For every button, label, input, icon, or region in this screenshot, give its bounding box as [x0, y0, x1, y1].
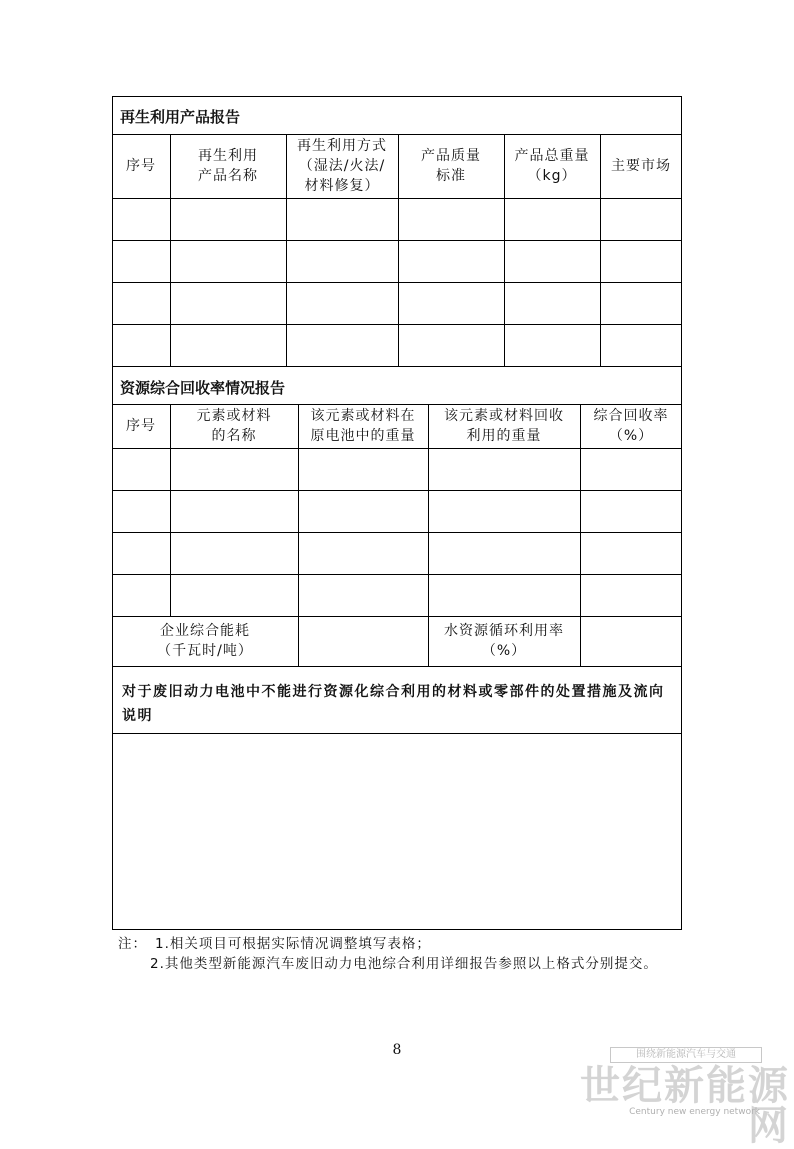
note-item-2: 2.其他类型新能源汽车废旧动力电池综合利用详细报告参照以上格式分别提交。 — [150, 956, 658, 972]
energy-consumption-label: 企业综合能耗 （千瓦时/吨） — [157, 623, 253, 659]
divider — [112, 733, 682, 734]
col-line — [170, 404, 171, 616]
note-text: 1.相关项目可根据实际情况调整填写表格； — [155, 936, 431, 952]
section-title-recycled-products: 再生利用产品报告 — [120, 108, 241, 126]
header-cell: 综合回收率 （%） — [593, 408, 669, 444]
page-number: 8 — [392, 1042, 402, 1058]
note-item-1 — [118, 934, 688, 954]
col-line — [398, 134, 399, 366]
header-cell: 序号 — [126, 418, 156, 434]
notes — [118, 934, 688, 974]
header-cell: 序号 — [126, 158, 156, 174]
col-line — [170, 134, 171, 366]
watermark-logo: 世纪新能源网 — [580, 1062, 790, 1149]
header-cell: 主要市场 — [611, 158, 671, 174]
row-line — [112, 448, 682, 449]
section-title-disposal: 对于废旧动力电池中不能进行资源化综合利用的材料或零部件的处置措施及流向说明 — [122, 684, 665, 724]
watermark-slogan: 围绕新能源汽车与交通 — [610, 1047, 762, 1063]
row-line — [112, 282, 682, 283]
watermark-subtitle: Century new energy network — [629, 1107, 760, 1117]
note-prefix: 注： — [118, 936, 147, 952]
row-line — [112, 240, 682, 241]
col-line — [286, 134, 287, 366]
header-cell: 产品质量 标准 — [421, 148, 481, 184]
row-line — [112, 666, 682, 667]
header-cell: 元素或材料 的名称 — [196, 408, 272, 444]
row-line — [112, 366, 682, 367]
col-line — [504, 134, 505, 366]
header-cell: 再生利用 产品名称 — [198, 148, 258, 184]
header-cell: 产品总重量 （kg） — [514, 148, 590, 184]
report-table — [112, 96, 682, 930]
header-cell: 该元素或材料在 原电池中的重量 — [310, 408, 416, 444]
row-line — [112, 532, 682, 533]
row-line — [112, 574, 682, 575]
section-title-recovery-rate: 资源综合回收率情况报告 — [120, 379, 286, 397]
col-line — [298, 404, 299, 666]
row-line — [112, 490, 682, 491]
water-recycling-label: 水资源循环利用率 （%） — [444, 623, 564, 659]
header-cell: 该元素或材料回收 利用的重量 — [444, 408, 564, 444]
row-line — [112, 324, 682, 325]
col-line — [600, 134, 601, 366]
header-cell: 再生利用方式 （湿法/火法/ 材料修复） — [297, 138, 387, 194]
col-line — [580, 404, 581, 666]
row-line — [112, 198, 682, 199]
